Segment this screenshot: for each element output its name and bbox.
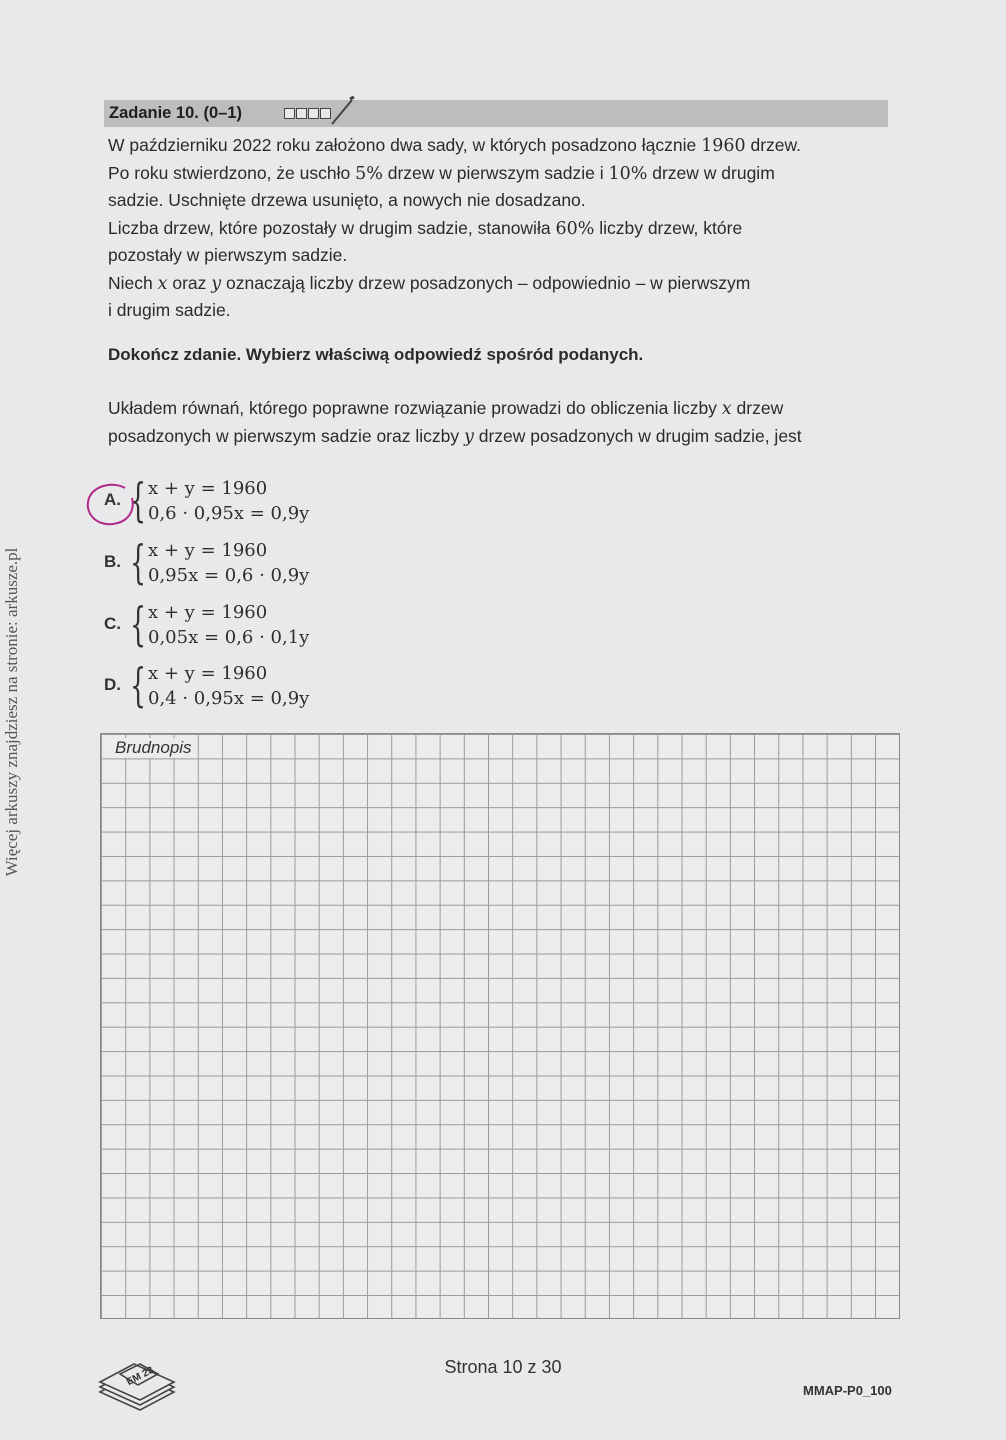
- paragraph-line: [108, 160, 775, 188]
- math-variable: x: [157, 273, 168, 294]
- math-number: 5%: [355, 163, 383, 184]
- brace-icon: {: [130, 473, 147, 527]
- text-segment: drzew w pierwszym sadzie i: [382, 162, 609, 183]
- exam-code: MMAP-P0_100: [803, 1383, 892, 1398]
- paragraph-line: [108, 270, 750, 298]
- text-segment: drzew: [731, 398, 784, 418]
- text-segment: liczby drzew, które: [594, 217, 743, 238]
- task-title: Zadanie 10. (0–1): [109, 104, 242, 122]
- option-letter: C.: [104, 614, 121, 633]
- equation-1: x + y = 1960: [148, 540, 268, 561]
- text-segment: Układem równań, którego poprawne rozwiązanie prowadzi do obliczenia liczby: [108, 398, 722, 418]
- text-segment: posadzonych w pierwszym sadzie oraz liczby: [108, 426, 464, 446]
- score-boxes-icon: [284, 108, 331, 119]
- text-segment: oznaczają liczby drzew posadzonych – odpowiednio – w pierwszym: [221, 272, 751, 293]
- text-segment: Po roku stwierdzono, że uschło: [108, 162, 356, 183]
- text-segment: drzew w drugim: [647, 162, 775, 183]
- text-segment: Niech: [108, 272, 158, 293]
- math-number: 10%: [608, 163, 648, 184]
- question-line: [108, 395, 783, 423]
- equation-2: 0,4 · 0,95x = 0,9y: [148, 688, 310, 709]
- equation-2: 0,05x = 0,6 · 0,1y: [148, 627, 310, 648]
- scratch-label: Brudnopis: [115, 738, 192, 757]
- equation-1: x + y = 1960: [148, 602, 268, 623]
- text-segment: sadzie. Uschnięte drzewa usunięto, a nowych nie dosadzano.: [108, 190, 586, 210]
- math-variable: x: [721, 399, 732, 419]
- text-segment: pozostały w pierwszym sadzie.: [108, 245, 348, 265]
- text-segment: i drugim sadzie.: [108, 300, 231, 320]
- equation-1: x + y = 1960: [148, 663, 268, 684]
- option-letter: A.: [104, 490, 121, 509]
- math-variable: y: [463, 427, 474, 447]
- task-instruction: Dokończ zdanie. Wybierz właściwą odpowiedź spośród podanych.: [108, 345, 644, 364]
- brace-icon: {: [130, 597, 147, 651]
- equation-2: 0,95x = 0,6 · 0,9y: [148, 565, 310, 586]
- logo-text: EM 23: [124, 1364, 156, 1389]
- scratch-area-grid: [100, 733, 900, 1319]
- paragraph-line: [108, 187, 586, 214]
- task-header-bar: [104, 100, 888, 127]
- paragraph-line: [108, 132, 801, 160]
- option-letter: D.: [104, 675, 121, 694]
- math-number: 1960: [701, 136, 746, 156]
- math-variable: y: [211, 273, 222, 294]
- brace-icon: {: [130, 658, 147, 712]
- side-watermark-text: Więcej arkuszy znajdziesz na stronie: arkusze.pl: [2, 547, 21, 877]
- text-segment: drzew.: [745, 135, 802, 155]
- text-segment: Liczba drzew, które pozostały w drugim sadzie, stanowiła: [108, 217, 556, 238]
- text-segment: drzew posadzonych w drugim sadzie, jest: [473, 426, 802, 446]
- answer-circle-mark: [85, 482, 137, 528]
- page-number: Strona 10 z 30: [444, 1357, 562, 1377]
- text-segment: W październiku 2022 roku założono dwa sady, w których posadzono łącznie: [108, 135, 702, 155]
- option-letter: B.: [104, 552, 121, 571]
- equation-1: x + y = 1960: [148, 478, 268, 499]
- pen-stroke-icon: [330, 96, 356, 126]
- brace-icon: {: [130, 535, 147, 589]
- text-segment: oraz: [167, 272, 212, 293]
- question-line: [108, 423, 802, 451]
- equation-2: 0,6 · 0,95x = 0,9y: [148, 503, 310, 524]
- paragraph-line: [108, 297, 231, 324]
- paragraph-line: [108, 215, 742, 243]
- math-number: 60%: [555, 218, 595, 239]
- paragraph-line: [108, 242, 347, 269]
